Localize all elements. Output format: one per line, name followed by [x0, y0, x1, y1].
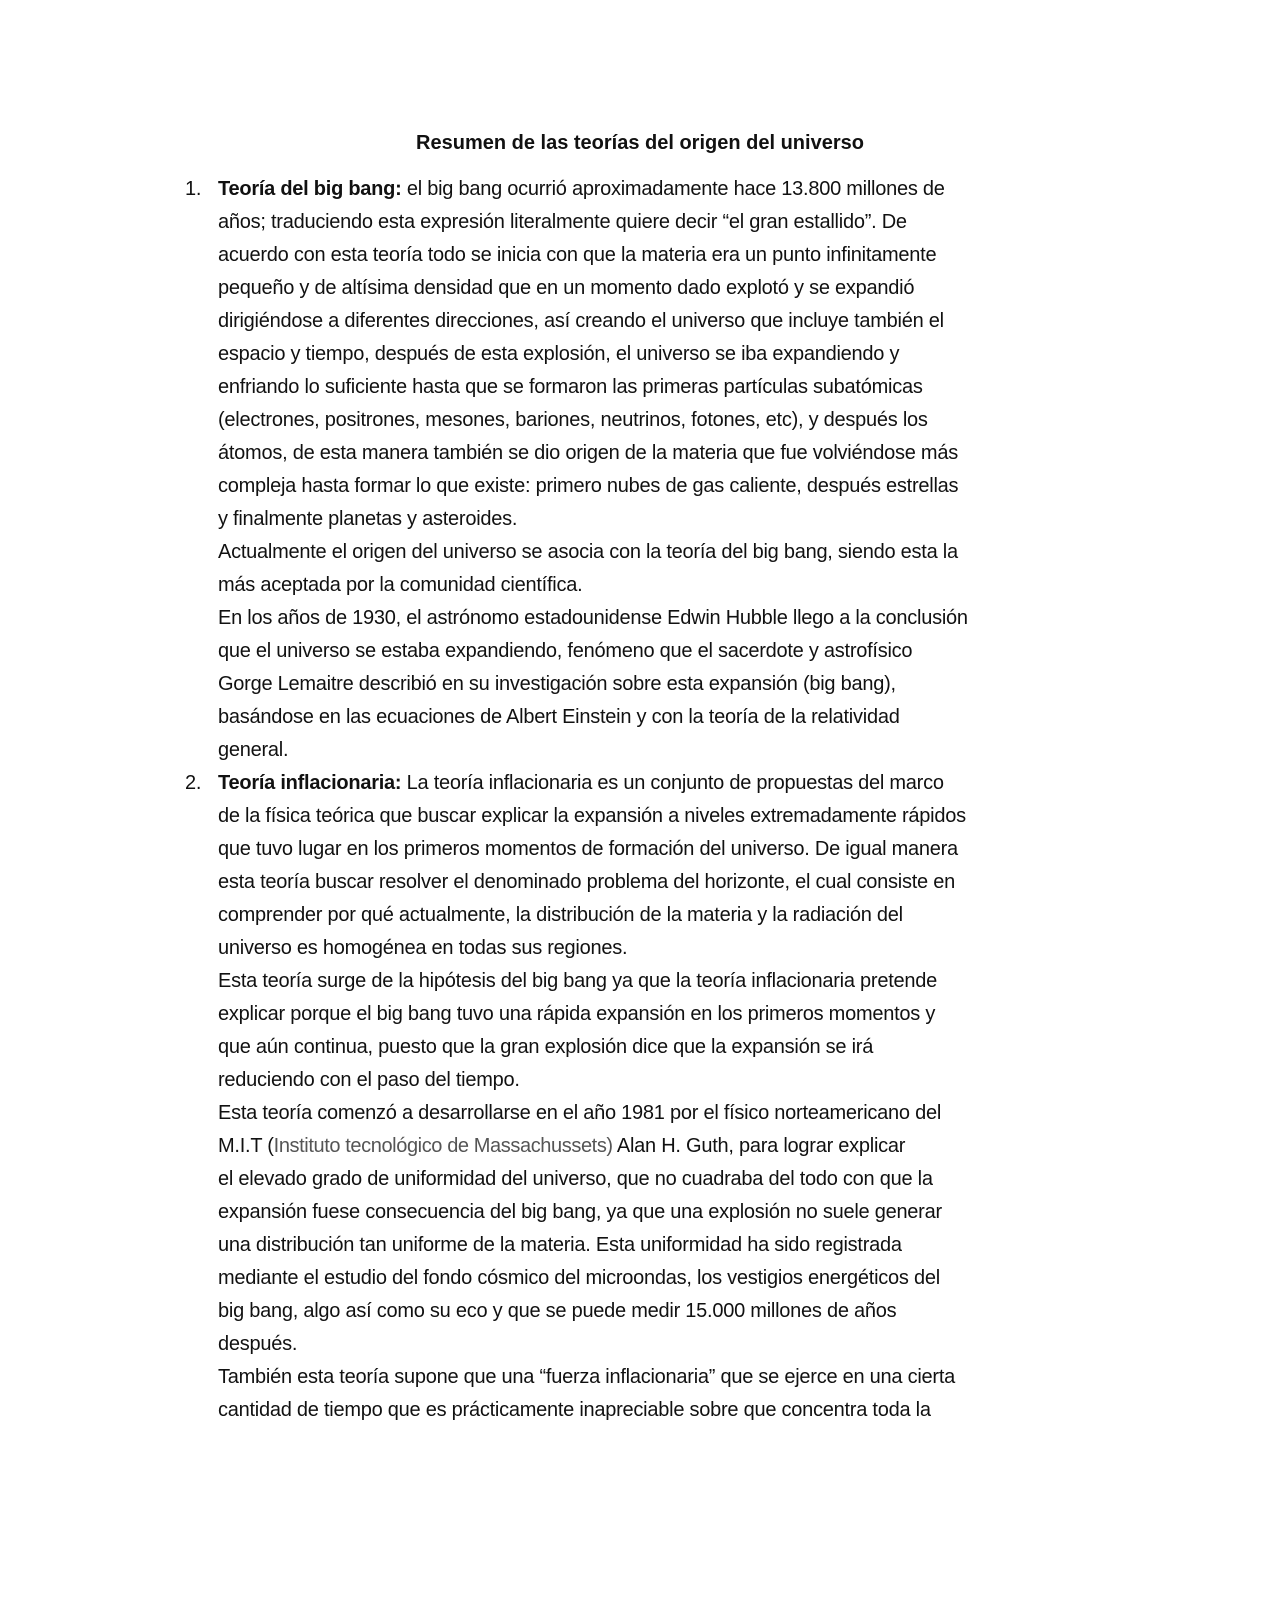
- document-title: Resumen de las teorías del origen del universo: [416, 132, 864, 154]
- text-line: que aún continua, puesto que la gran explosión dice que la expansión se irá: [218, 1036, 874, 1058]
- text-line: En los años de 1930, el astrónomo estadounidense Edwin Hubble llego a la conclusión: [218, 607, 968, 629]
- text-line: Esta teoría surge de la hipótesis del big bang ya que la teoría inflacionaria pretende: [218, 970, 937, 992]
- text-line: que tuvo lugar en los primeros momentos de formación del universo. De igual manera: [218, 838, 958, 860]
- text-line: pequeño y de altísima densidad que en un momento dado explotó y se expandió: [218, 277, 915, 299]
- mit-line: [0, 1130, 1280, 1163]
- text-line: basándose en las ecuaciones de Albert Einstein y con la teoría de la relatividad: [218, 706, 900, 728]
- text-line: comprender por qué actualmente, la distribución de la materia y la radiación del: [218, 904, 903, 926]
- text-line: átomos, de esta manera también se dio origen de la materia que fue volviéndose más: [218, 442, 958, 464]
- text-line: enfriando lo suficiente hasta que se formaron las primeras partículas subatómicas: [218, 376, 923, 398]
- text-line: mediante el estudio del fondo cósmico del microondas, los vestigios energéticos del: [218, 1267, 940, 1289]
- text-line: También esta teoría supone que una “fuerza inflacionaria” que se ejerce en una cierta: [218, 1366, 956, 1388]
- list-number: 1.: [185, 178, 202, 200]
- text-line: esta teoría buscar resolver el denominado problema del horizonte, el cual consiste en: [218, 871, 955, 893]
- text-line: general.: [218, 739, 289, 761]
- text-line: dirigiéndose a diferentes direcciones, así creando el universo que incluye también el: [218, 310, 944, 332]
- text-line: big bang, algo así como su eco y que se puede medir 15.000 millones de años: [218, 1300, 897, 1322]
- text-line: Esta teoría comenzó a desarrollarse en el año 1981 por el físico norteamericano del: [218, 1102, 942, 1124]
- text-line: explicar porque el big bang tuvo una rápida expansión en los primeros momentos y: [218, 1003, 936, 1025]
- text-line: (electrones, positrones, mesones, bariones, neutrinos, fotones, etc), y después los: [218, 409, 928, 431]
- theories-list: [0, 173, 1280, 1427]
- list-number: 2.: [185, 772, 202, 794]
- text-line: el elevado grado de uniformidad del universo, que no cuadraba del todo con que la: [218, 1168, 933, 1190]
- item-label: Teoría del big bang:: [218, 178, 402, 200]
- text-line: universo es homogénea en todas sus regiones.: [218, 937, 628, 959]
- text-segment: M.I.T (: [218, 1135, 274, 1157]
- text-line: de la física teórica que buscar explicar la expansión a niveles extremadamente rápidos: [218, 805, 966, 827]
- mit-expansion: Instituto tecnológico de Massachussets): [273, 1135, 613, 1157]
- text-line: y finalmente planetas y asteroides.: [218, 508, 518, 530]
- text-line: que el universo se estaba expandiendo, fenómeno que el sacerdote y astrofísico: [218, 640, 913, 662]
- item-text: La teoría inflacionaria es un conjunto de propuestas del marco: [401, 772, 944, 794]
- text-line: una distribución tan uniforme de la materia. Esta uniformidad ha sido registrada: [218, 1234, 902, 1256]
- text-line: espacio y tiempo, después de esta explosión, el universo se iba expandiendo y: [218, 343, 900, 365]
- text-line: compleja hasta formar lo que existe: primero nubes de gas caliente, después estrellas: [218, 475, 959, 497]
- text-line: reduciendo con el paso del tiempo.: [218, 1069, 520, 1091]
- item-label: Teoría inflacionaria:: [218, 772, 402, 794]
- text-line: acuerdo con esta teoría todo se inicia con que la materia era un punto infinitamente: [218, 244, 937, 266]
- text-line: después.: [218, 1333, 298, 1355]
- list-item-1-first-line: [0, 173, 1280, 206]
- item-text: el big bang ocurrió aproximadamente hace 13.800 millones de: [401, 178, 945, 200]
- text-line: Actualmente el origen del universo se asocia con la teoría del big bang, siendo esta la: [218, 541, 958, 563]
- text-line: años; traduciendo esta expresión literalmente quiere decir “el gran estallido”. De: [218, 211, 907, 233]
- text-line: Gorge Lemaitre describió en su investigación sobre esta expansión (big bang),: [218, 673, 896, 695]
- text-line: cantidad de tiempo que es prácticamente inapreciable sobre que concentra toda la: [218, 1399, 931, 1421]
- list-item-2-first-line: [0, 767, 1280, 800]
- text-segment: Alan H. Guth, para lograr explicar: [612, 1135, 906, 1157]
- text-line: más aceptada por la comunidad científica.: [218, 574, 583, 596]
- text-line: expansión fuese consecuencia del big bang, ya que una explosión no suele generar: [218, 1201, 942, 1223]
